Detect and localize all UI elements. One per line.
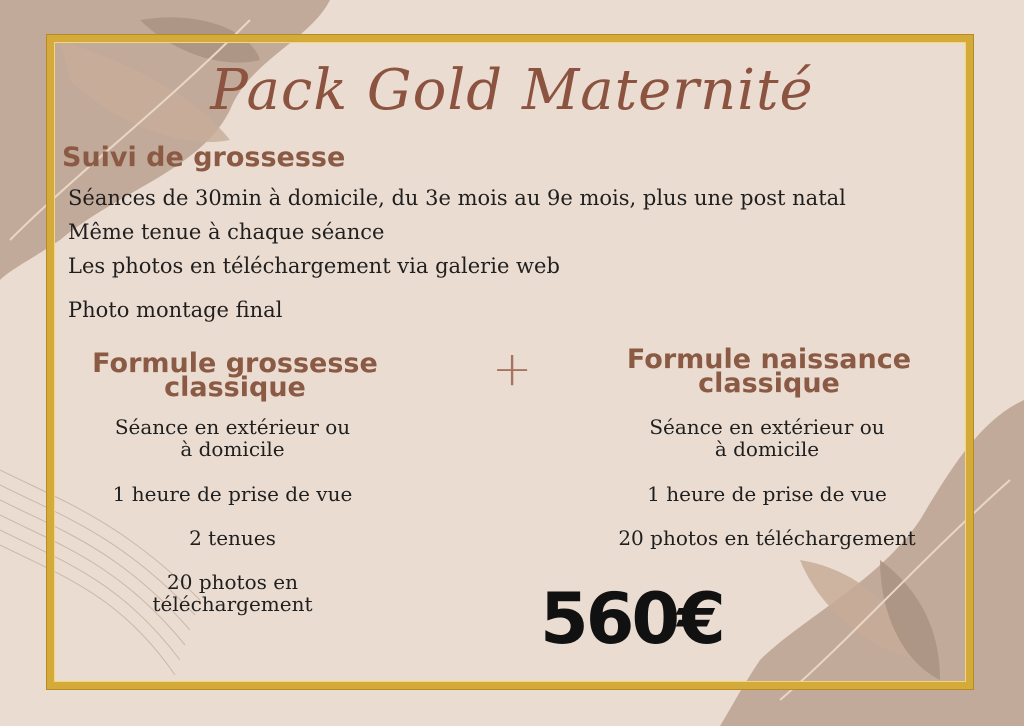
plus-sign: +: [492, 341, 533, 397]
formula-left-item4-line2: téléchargement: [152, 592, 313, 616]
feature-line: Même tenue à chaque séance: [68, 220, 385, 244]
feature-line: Séances de 30min à domicile, du 3e mois au 9e mois, plus une post natal: [68, 186, 846, 210]
formula-left-item1-line1: Séance en extérieur ou: [114, 415, 351, 439]
formula-left-item: [60, 416, 405, 460]
formula-left-item: [60, 571, 405, 615]
formula-right-item1-line1: Séance en extérieur ou: [649, 415, 885, 439]
formula-left-item4-line1: 20 photos en: [167, 570, 298, 594]
page-title: Pack Gold Maternité: [210, 58, 814, 123]
formula-right-title-line2: classique: [698, 368, 840, 399]
formula-left-title: [70, 348, 400, 403]
formula-right-title: [600, 344, 938, 399]
formula-right-item: [592, 416, 942, 460]
formula-right-item: 1 heure de prise de vue: [647, 482, 887, 506]
formula-right-item: 20 photos en téléchargement: [618, 526, 916, 550]
section-title: Suivi de grossesse: [62, 142, 346, 173]
formula-left-title-line1: Formule grossesse: [92, 348, 378, 379]
formula-right-item1-line2: à domicile: [714, 437, 820, 461]
formula-left-item1-line2: à domicile: [180, 437, 285, 461]
feature-line: Photo montage final: [68, 298, 283, 322]
feature-line: Les photos en téléchargement via galerie web: [68, 254, 560, 278]
formula-left-title-line2: classique: [164, 372, 306, 403]
price-label: 560€: [540, 578, 723, 660]
formula-left-item: 2 tenues: [189, 526, 276, 550]
formula-left-item: 1 heure de prise de vue: [112, 482, 353, 506]
formula-right-title-line1: Formule naissance: [626, 344, 912, 375]
